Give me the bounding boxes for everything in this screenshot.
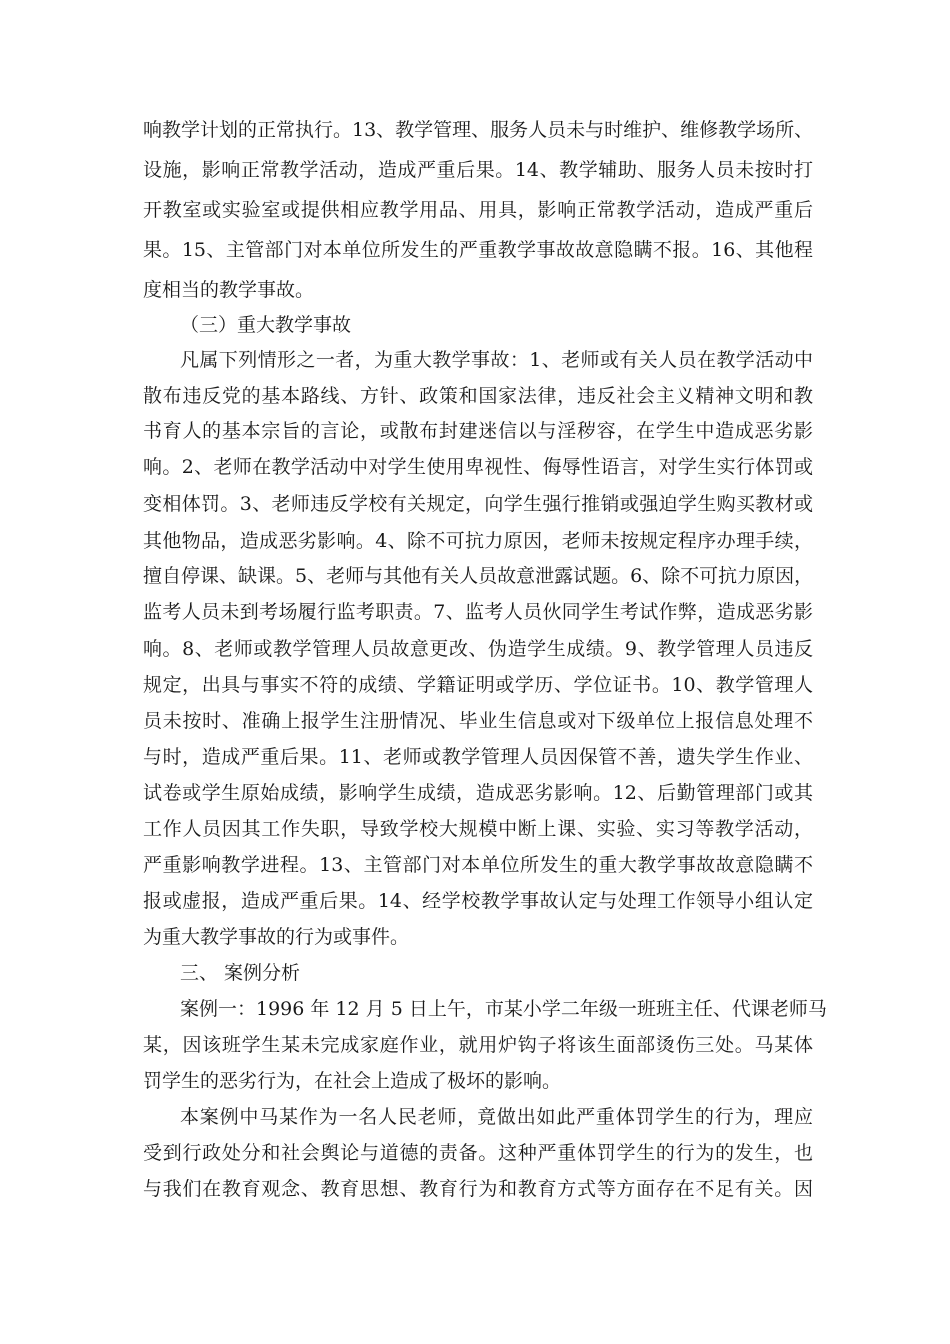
text-line: 与时，造成严重后果。11、老师或教学管理人员因保管不善，遗失学生作业、 (143, 746, 813, 768)
text-line: 严重影响教学进程。13、主管部门对本单位所发生的重大教学事故故意隐瞒不 (143, 854, 813, 876)
text-line: 工作人员因其工作失职，导致学校大规模中断上课、实验、实习等教学活动， (143, 818, 813, 840)
paragraph-first-line: 案例一：1996 年 12 月 5 日上午，市某小学二年级一班班主任、代课老师马 (180, 998, 827, 1020)
text-line: 报或虚报，造成严重后果。14、经学校教学事故认定与处理工作领导小组认定 (143, 890, 813, 912)
text-line: 变相体罚。3、老师违反学校有关规定，向学生强行推销或强迫学生购买教材或 (143, 493, 813, 515)
text-line: 书育人的基本宗旨的言论，或散布封建迷信以与淫秽容，在学生中造成恶劣影 (143, 420, 813, 442)
text-line: 某，因该班学生某未完成家庭作业，就用炉钩子将该生面部烫伤三处。马某体 (143, 1034, 813, 1056)
text-line: 果。15、主管部门对本单位所发生的严重教学事故故意隐瞒不报。16、其他程 (143, 239, 813, 261)
text-line: 规定，出具与事实不符的成绩、学籍证明或学历、学位证书。10、教学管理人 (143, 674, 813, 696)
text-line: 试卷或学生原始成绩，影响学生成绩，造成恶劣影响。12、后勤管理部门或其 (143, 782, 813, 804)
text-line: 员未按时、准确上报学生注册情况、毕业生信息或对下级单位上报信息处理不 (143, 710, 813, 732)
paragraph-first-line: 凡属下列情形之一者，为重大教学事故：1、老师或有关人员在教学活动中 (180, 349, 813, 371)
text-line: 其他物品，造成恶劣影响。4、除不可抗力原因，老师未按规定程序办理手续， (143, 530, 813, 552)
text-line: 擅自停课、缺课。5、老师与其他有关人员故意泄露试题。6、除不可抗力原因， (143, 565, 814, 587)
paragraph-first-line: 本案例中马某作为一名人民老师，竟做出如此严重体罚学生的行为，理应 (180, 1106, 813, 1128)
text-line: 受到行政处分和社会舆论与道德的责备。这种严重体罚学生的行为的发生，也 (143, 1142, 813, 1164)
text-line: 响。2、老师在教学活动中对学生使用卑视性、侮辱性语言，对学生实行体罚或 (143, 456, 813, 478)
text-line: 为重大教学事故的行为或事件。 (143, 926, 410, 948)
text-line: 开教室或实验室或提供相应教学用品、用具，影响正常教学活动，造成严重后 (143, 199, 813, 221)
text-line: 度相当的教学事故。 (143, 279, 315, 301)
text-line: 与我们在教育观念、教育思想、教育行为和教育方式等方面存在不足有关。因 (143, 1178, 813, 1200)
text-line: 监考人员未到考场履行监考职责。7、监考人员伙同学生考试作弊，造成恶劣影 (143, 601, 813, 623)
text-line: 响。8、老师或教学管理人员故意更改、伪造学生成绩。9、教学管理人员违反 (143, 638, 813, 660)
section-heading: 三、 案例分析 (180, 962, 301, 984)
text-line: 响教学计划的正常执行。13、教学管理、服务人员未与时维护、维修教学场所、 (143, 119, 814, 141)
text-line: 罚学生的恶劣行为，在社会上造成了极坏的影响。 (143, 1070, 562, 1092)
text-line: 散布违反党的基本路线、方针、政策和国家法律，违反社会主义精神文明和教 (143, 385, 813, 407)
text-line: 设施，影响正常教学活动，造成严重后果。14、教学辅助、服务人员未按时打 (143, 159, 813, 181)
section-heading: （三）重大教学事故 (180, 314, 352, 336)
